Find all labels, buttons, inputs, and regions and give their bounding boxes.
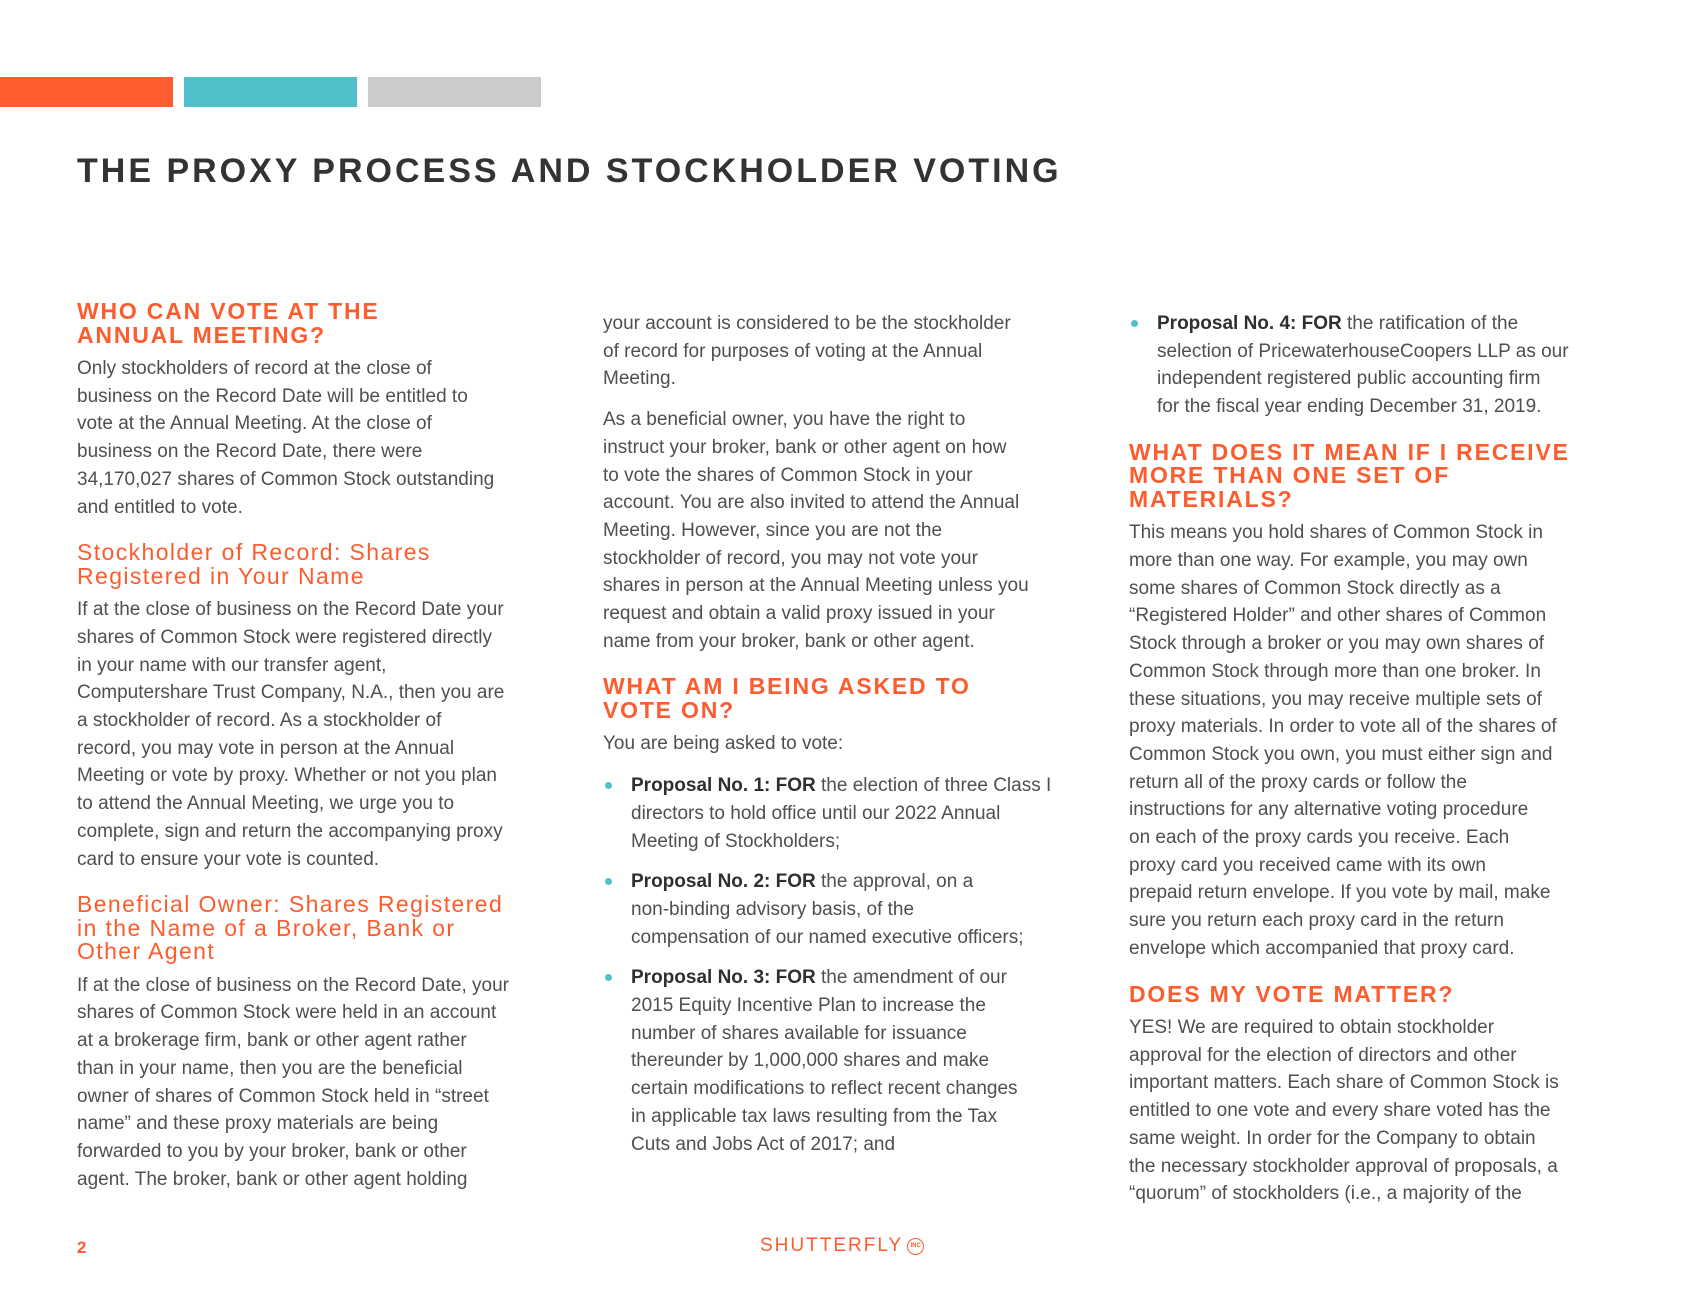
heading-what-am-i-asked: WHAT AM I BEING ASKED TO VOTE ON? — [603, 673, 971, 723]
proposal-list-continued — [1129, 310, 1629, 421]
logo-inc-badge: INC — [907, 1238, 924, 1255]
heading-more-than-one-set: WHAT DOES IT MEAN IF I RECEIVE MORE THAN ONE SET OF MATERIALS? — [1129, 438, 1570, 512]
column-2 — [603, 310, 1093, 1158]
accent-bar-gray — [368, 77, 541, 107]
paragraph-continued: your account is considered to be the stockholder of record for purposes of voting at the Annual Meeting. — [603, 313, 1011, 390]
list-item: Proposal No. 3: FOR the amendment of our 2015 Equity Incentive Plan to increase the number of shares available for issuance thereunder by 1,000,000 shares and make certain modifications to reflect recent changes in applicable tax laws resulting from the Tax Cuts and Jobs Act of 2017; and — [603, 964, 1093, 1158]
bullet-icon — [605, 878, 612, 885]
heading-does-my-vote-matter: DOES MY VOTE MATTER? — [1129, 980, 1455, 1007]
accent-bar-teal — [184, 77, 357, 107]
paragraph-who-can-vote: Only stockholders of record at the close of business on the Record Date will be entitled to vote at the Annual Meeting. At the close of business on the Record Date, there were 34,170,027 shares of Common Stock outstanding and entitled to vote. — [77, 358, 495, 518]
list-item: Proposal No. 4: FOR the ratification of the selection of PricewaterhouseCoopers LLP as our independent registered public accounting firm for the fiscal year ending December 31, 2019. — [1129, 310, 1629, 421]
list-item: Proposal No. 1: FOR the election of three Class I directors to hold office until our 2022 Annual Meeting of Stockholders; — [603, 772, 1093, 855]
paragraph-more-than-one-set: This means you hold shares of Common Stock in more than one way. For example, you may own some shares of Common Stock directly as a “Registered Holder” and other shares of Common Stock through a broker or you may own shares of Common Stock through more than one broker. In these situations, you may receive multiple sets of proxy materials. In order to vote all of the shares of Common Stock you own, you must either sign and return all of the proxy cards or follow the instructions for any alternative voting procedure on each of the proxy cards you receive. Each proxy card you received came with its own prepaid return envelope. If you vote by mail, make sure you return each proxy card in the return envelope which accompanied that proxy card. — [1129, 522, 1557, 959]
accent-bar-orange — [0, 77, 173, 107]
page-title: THE PROXY PROCESS AND STOCKHOLDER VOTING — [77, 152, 1062, 190]
bullet-icon — [1131, 320, 1138, 327]
heading-beneficial-owner: Beneficial Owner: Shares Registered in the Name of a Broker, Bank or Other Agent — [77, 891, 504, 965]
list-item: Proposal No. 2: FOR the approval, on a non-binding advisory basis, of the compensation of our named executive officers; — [603, 868, 1093, 951]
heading-who-can-vote — [77, 300, 565, 347]
shutterfly-logo — [760, 1234, 924, 1258]
logo-wordmark: SHUTTERFLY — [760, 1235, 904, 1256]
paragraph-beneficial-owner: If at the close of business on the Record Date, your shares of Common Stock were held in an account at a brokerage firm, bank or other agent rather than in your name, then you are the beneficial owner of shares of Common Stock held in “street name” and these proxy materials are being forwarded to you by your broker, bank or other agent. The broker, bank or other agent holding — [77, 974, 509, 1190]
paragraph-beneficial-rights: As a beneficial owner, you have the right to instruct your broker, bank or other agent on how to vote the shares of Common Stock in your account. You are also invited to attend the Annual Meeting. However, since you are not the stockholder of record, you may not vote your shares in person at the Annual Meeting unless you request and obtain a valid proxy issued in your name from your broker, bank or other agent. — [603, 409, 1029, 652]
column-1 — [77, 300, 565, 1193]
heading-line: WHO CAN VOTE AT THE — [77, 298, 380, 324]
heading-line: ANNUAL MEETING? — [77, 321, 326, 348]
bullet-icon — [605, 974, 612, 981]
paragraph-intro: You are being asked to vote: — [603, 733, 844, 755]
paragraph-does-my-vote-matter: YES! We are required to obtain stockholder approval for the election of directors and other important matters. Each share of Common Stock is entitled to one vote and every share voted has the same weight. In order for the Company to obtain the necessary stockholder approval of proposals, a “quorum” of stockholders (i.e., a majority of the — [1129, 1017, 1559, 1205]
proposal-list — [603, 772, 1093, 1158]
column-3 — [1129, 310, 1629, 1208]
heading-stockholder-of-record: Stockholder of Record: Shares Registered in Your Name — [77, 539, 431, 589]
bullet-icon — [605, 782, 612, 789]
page-number: 2 — [77, 1238, 87, 1257]
paragraph-stockholder-of-record: If at the close of business on the Record Date your shares of Common Stock were registered directly in your name with our transfer agent, Computershare Trust Company, N.A., then you are a stockholder of record. As a stockholder of record, you may vote in person at the Annual Meeting or vote by proxy. Whether or not you plan to attend the Annual Meeting, we urge you to complete, sign and return the accompanying proxy card to ensure your vote is counted. — [77, 599, 505, 870]
